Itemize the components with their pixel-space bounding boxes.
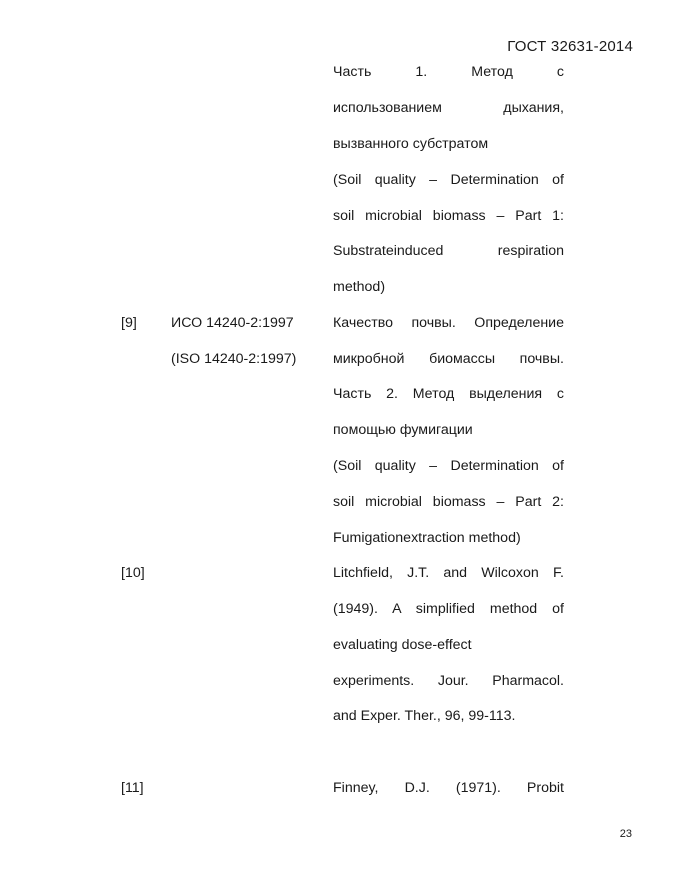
reference-number: [11]	[121, 780, 144, 796]
reference-text-line: Качество почвы. Определение	[333, 315, 564, 331]
reference-text-line: (1949). A simplified method of	[333, 601, 564, 617]
reference-text-line: soil microbial biomass – Part 2:	[333, 494, 564, 510]
reference-number: [9]	[121, 315, 137, 331]
page-number: 23	[619, 828, 632, 840]
reference-text-line: Litchfield, J.T. and Wilcoxon F.	[333, 565, 564, 581]
reference-text-line: вызванного субстратом	[333, 136, 489, 152]
reference-text-line: and Exper. Ther., 96, 99-113.	[333, 708, 516, 724]
reference-text-line: experiments. Jour. Pharmacol.	[333, 673, 564, 689]
standard-designation: (ISO 14240-2:1997)	[171, 351, 297, 367]
reference-text-line: Часть 2. Метод выделения с	[333, 386, 564, 402]
reference-text-line: method)	[333, 279, 386, 295]
reference-text-line: Finney, D.J. (1971). Probit	[333, 780, 564, 796]
reference-number: [10]	[121, 565, 145, 581]
reference-text-line: soil microbial biomass – Part 1:	[333, 208, 564, 224]
standard-designation: ИСО 14240-2:1997	[171, 315, 294, 331]
reference-text-line: Fumigationextraction method)	[333, 530, 521, 546]
reference-text-line: Substrateinduced respiration	[333, 243, 564, 259]
reference-text-line: (Soil quality – Determination of	[333, 172, 564, 188]
reference-text-line: Часть 1. Метод с	[333, 64, 564, 80]
reference-text-line: использованием дыхания,	[333, 100, 564, 116]
reference-text-line: микробной биомассы почвы.	[333, 351, 564, 367]
reference-text-line: evaluating dose-effect	[333, 637, 472, 653]
reference-text-line: помощью фумигации	[333, 422, 473, 438]
reference-text-line: (Soil quality – Determination of	[333, 458, 564, 474]
document-code: ГОСТ 32631-2014	[507, 38, 633, 55]
